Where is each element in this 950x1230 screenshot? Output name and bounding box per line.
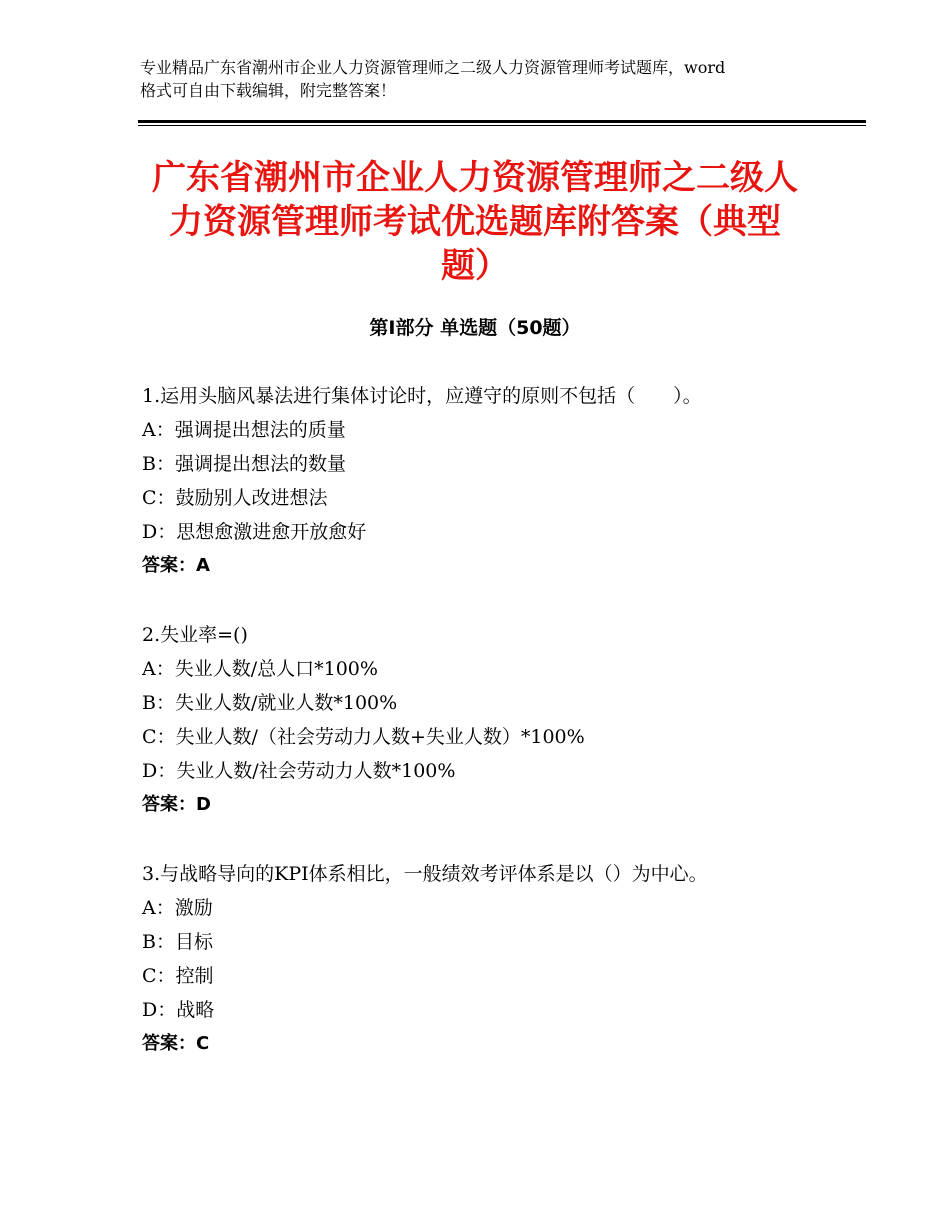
header-rule-thin [138, 125, 866, 126]
question-stem: 3.与战略导向的KPI体系相比，一般绩效考评体系是以（）为中心。 [142, 863, 708, 885]
option-c: C：失业人数/（社会劳动力人数+失业人数）*100% [142, 726, 585, 748]
option-d: D：战略 [142, 999, 215, 1021]
answer: 答案：C [142, 1033, 210, 1054]
option-a: A：失业人数/总人口*100% [142, 658, 378, 680]
header-note-line-1: 专业精品广东省潮州市企业人力资源管理师之二级人力资源管理师考试题库，word [140, 58, 726, 77]
option-b: B：强调提出想法的数量 [142, 453, 346, 475]
option-d: D：失业人数/社会劳动力人数*100% [142, 760, 456, 782]
option-d: D：思想愈激进愈开放愈好 [142, 521, 367, 543]
answer: 答案：A [142, 555, 210, 576]
header-rule-thick [138, 120, 866, 123]
question-stem: 1.运用头脑风暴法进行集体讨论时，应遵守的原则不包括（ ）。 [142, 385, 702, 407]
option-a: A：强调提出想法的质量 [142, 419, 346, 441]
document-title [140, 156, 810, 288]
question-1 [142, 379, 832, 583]
header-note-line-2: 格式可自由下载编辑，附完整答案！ [140, 81, 397, 100]
option-c: C：控制 [142, 965, 214, 987]
title-line-3: 题） [441, 246, 509, 286]
option-b: B：失业人数/就业人数*100% [142, 692, 398, 714]
option-b: B：目标 [142, 931, 213, 953]
question-2 [142, 618, 832, 822]
option-c: C：鼓励别人改进想法 [142, 487, 328, 509]
title-line-2: 力资源管理师考试优选题库附答案（典型 [169, 202, 781, 242]
option-a: A：激励 [142, 897, 213, 919]
question-stem: 2.失业率=() [142, 624, 248, 646]
header-note [140, 56, 830, 102]
title-line-1: 广东省潮州市企业人力资源管理师之二级人 [152, 158, 798, 198]
question-3 [142, 857, 832, 1061]
answer: 答案：D [142, 794, 211, 815]
section-heading: 第Ⅰ部分 单选题（50题） [369, 317, 581, 339]
